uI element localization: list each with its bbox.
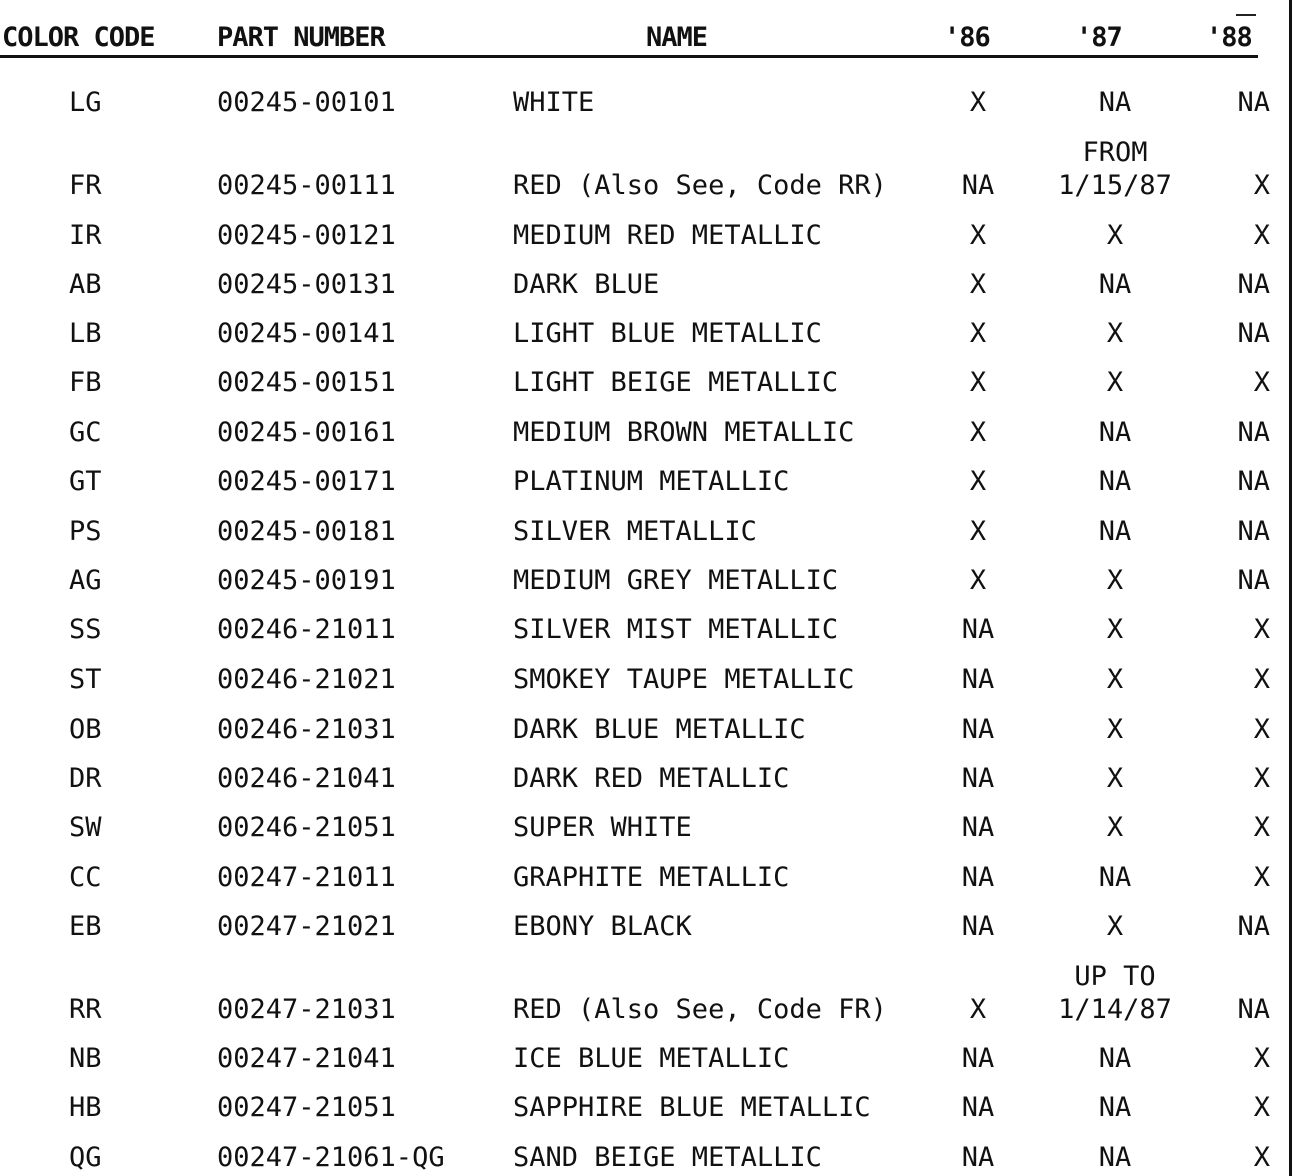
- row-year-87: X: [1106, 614, 1124, 645]
- row-year-87: NA: [1098, 516, 1132, 547]
- row-year-86: NA: [961, 862, 995, 893]
- header-year-86: '86: [944, 22, 990, 53]
- row-color-code: AG: [69, 565, 102, 596]
- row-year-87: X: [1106, 714, 1124, 745]
- row-year-87-qualifier: FROM: [1082, 137, 1148, 168]
- row-color-code: SW: [69, 812, 102, 843]
- row-part-number: 00246-21041: [217, 763, 396, 794]
- row-color-code: SS: [69, 614, 102, 645]
- row-color-code: LG: [69, 87, 102, 118]
- row-year-86: X: [969, 565, 987, 596]
- row-name: SMOKEY TAUPE METALLIC: [513, 664, 855, 695]
- row-color-code: IR: [69, 220, 102, 251]
- row-name: RED (Also See, Code RR): [513, 170, 887, 201]
- row-year-86: NA: [961, 763, 995, 794]
- row-year-88: X: [1253, 714, 1270, 745]
- row-year-86: NA: [961, 1043, 995, 1074]
- row-part-number: 00247-21041: [217, 1043, 396, 1074]
- row-year-87: NA: [1098, 862, 1132, 893]
- header-year-87: '87: [1076, 22, 1122, 53]
- row-year-86: NA: [961, 664, 995, 695]
- row-year-87: X: [1106, 812, 1124, 843]
- row-name: MEDIUM RED METALLIC: [513, 220, 822, 251]
- row-year-88: X: [1253, 1092, 1270, 1123]
- row-name: SUPER WHITE: [513, 812, 692, 843]
- row-name: PLATINUM METALLIC: [513, 466, 790, 497]
- row-year-88: X: [1253, 664, 1270, 695]
- row-name: LIGHT BLUE METALLIC: [513, 318, 822, 349]
- row-year-86: NA: [961, 1092, 995, 1123]
- row-color-code: FR: [69, 170, 102, 201]
- row-year-87: NA: [1098, 417, 1132, 448]
- header-underline: [0, 55, 1258, 58]
- row-name: SILVER METALLIC: [513, 516, 757, 547]
- header-color-code: COLOR CODE: [2, 22, 155, 53]
- row-year-86: X: [969, 220, 987, 251]
- row-part-number: 00247-21021: [217, 911, 396, 942]
- row-part-number: 00246-21031: [217, 714, 396, 745]
- row-part-number: 00246-21011: [217, 614, 396, 645]
- row-color-code: QG: [69, 1142, 102, 1173]
- row-year-87: NA: [1098, 269, 1132, 300]
- row-part-number: 00247-21031: [217, 994, 396, 1025]
- row-year-88: NA: [1237, 318, 1270, 349]
- row-color-code: GC: [69, 417, 102, 448]
- row-year-87: NA: [1098, 1043, 1132, 1074]
- row-color-code: PS: [69, 516, 102, 547]
- row-year-86: NA: [961, 614, 995, 645]
- row-year-88: X: [1253, 614, 1270, 645]
- row-year-86: X: [969, 367, 987, 398]
- row-year-87: X: [1106, 911, 1124, 942]
- row-year-88: NA: [1237, 565, 1270, 596]
- header-name: NAME: [646, 22, 708, 53]
- row-color-code: RR: [69, 994, 102, 1025]
- row-year-87: NA: [1098, 1142, 1132, 1173]
- row-year-88: NA: [1237, 269, 1270, 300]
- row-year-87: X: [1106, 763, 1124, 794]
- row-year-87: NA: [1098, 87, 1132, 118]
- row-part-number: 00247-21061-QG: [217, 1142, 445, 1173]
- row-year-87: X: [1106, 220, 1124, 251]
- row-year-87: X: [1106, 565, 1124, 596]
- row-year-86: X: [969, 318, 987, 349]
- row-year-88: X: [1253, 170, 1270, 201]
- row-name: SAPPHIRE BLUE METALLIC: [513, 1092, 871, 1123]
- row-name: GRAPHITE METALLIC: [513, 862, 790, 893]
- row-part-number: 00245-00121: [217, 220, 396, 251]
- row-year-86: X: [969, 516, 987, 547]
- row-part-number: 00245-00171: [217, 466, 396, 497]
- row-year-88: NA: [1237, 994, 1270, 1025]
- row-year-86: X: [969, 417, 987, 448]
- row-year-88: NA: [1237, 87, 1270, 118]
- row-year-88: NA: [1237, 417, 1270, 448]
- row-name: SAND BEIGE METALLIC: [513, 1142, 822, 1173]
- row-year-88: X: [1253, 1142, 1270, 1173]
- row-year-86: NA: [961, 812, 995, 843]
- row-color-code: HB: [69, 1092, 102, 1123]
- row-part-number: 00247-21011: [217, 862, 396, 893]
- row-color-code: LB: [69, 318, 102, 349]
- row-year-86: X: [969, 466, 987, 497]
- row-name: DARK RED METALLIC: [513, 763, 790, 794]
- row-color-code: OB: [69, 714, 102, 745]
- row-year-87: X: [1106, 664, 1124, 695]
- row-name: ICE BLUE METALLIC: [513, 1043, 790, 1074]
- row-year-86: X: [969, 994, 987, 1025]
- row-part-number: 00246-21021: [217, 664, 396, 695]
- row-color-code: FB: [69, 367, 102, 398]
- row-name: MEDIUM BROWN METALLIC: [513, 417, 855, 448]
- row-name: WHITE: [513, 87, 595, 118]
- row-year-88: X: [1253, 1043, 1270, 1074]
- row-part-number: 00245-00131: [217, 269, 396, 300]
- row-year-86: NA: [961, 170, 995, 201]
- row-color-code: EB: [69, 911, 102, 942]
- row-year-87: NA: [1098, 466, 1132, 497]
- row-year-86: X: [969, 269, 987, 300]
- row-part-number: 00245-00181: [217, 516, 396, 547]
- row-name: EBONY BLACK: [513, 911, 692, 942]
- row-color-code: DR: [69, 763, 102, 794]
- row-year-87-qualifier: UP TO: [1074, 961, 1156, 992]
- row-name: RED (Also See, Code FR): [513, 994, 887, 1025]
- row-part-number: 00245-00191: [217, 565, 396, 596]
- row-name: MEDIUM GREY METALLIC: [513, 565, 839, 596]
- row-year-88: X: [1253, 220, 1270, 251]
- row-part-number: 00245-00101: [217, 87, 396, 118]
- row-year-88: X: [1253, 862, 1270, 893]
- row-year-88: X: [1253, 763, 1270, 794]
- row-year-87: 1/14/87: [1058, 994, 1172, 1025]
- row-color-code: GT: [69, 466, 102, 497]
- row-year-88: NA: [1237, 911, 1270, 942]
- row-year-87: NA: [1098, 1092, 1132, 1123]
- row-part-number: 00245-00141: [217, 318, 396, 349]
- row-part-number: 00245-00111: [217, 170, 396, 201]
- row-color-code: ST: [69, 664, 102, 695]
- row-name: DARK BLUE METALLIC: [513, 714, 806, 745]
- row-part-number: 00247-21051: [217, 1092, 396, 1123]
- row-year-86: NA: [961, 1142, 995, 1173]
- row-name: SILVER MIST METALLIC: [513, 614, 839, 645]
- row-part-number: 00245-00161: [217, 417, 396, 448]
- header-year-88: '88: [1206, 22, 1252, 53]
- row-year-87: X: [1106, 367, 1124, 398]
- scan-mark: [1236, 14, 1256, 16]
- row-year-86: NA: [961, 911, 995, 942]
- row-name: DARK BLUE: [513, 269, 660, 300]
- row-year-88: NA: [1237, 466, 1270, 497]
- row-name: LIGHT BEIGE METALLIC: [513, 367, 839, 398]
- row-year-88: NA: [1237, 516, 1270, 547]
- row-year-87: 1/15/87: [1058, 170, 1172, 201]
- row-year-86: X: [969, 87, 987, 118]
- row-year-86: NA: [961, 714, 995, 745]
- row-year-87: X: [1106, 318, 1124, 349]
- row-color-code: CC: [69, 862, 102, 893]
- header-part-number: PART NUMBER: [217, 22, 385, 53]
- row-color-code: AB: [69, 269, 102, 300]
- row-year-88: X: [1253, 812, 1270, 843]
- row-part-number: 00245-00151: [217, 367, 396, 398]
- row-part-number: 00246-21051: [217, 812, 396, 843]
- row-color-code: NB: [69, 1043, 102, 1074]
- page-edge-rule: [1289, 0, 1292, 1176]
- row-year-88: X: [1253, 367, 1270, 398]
